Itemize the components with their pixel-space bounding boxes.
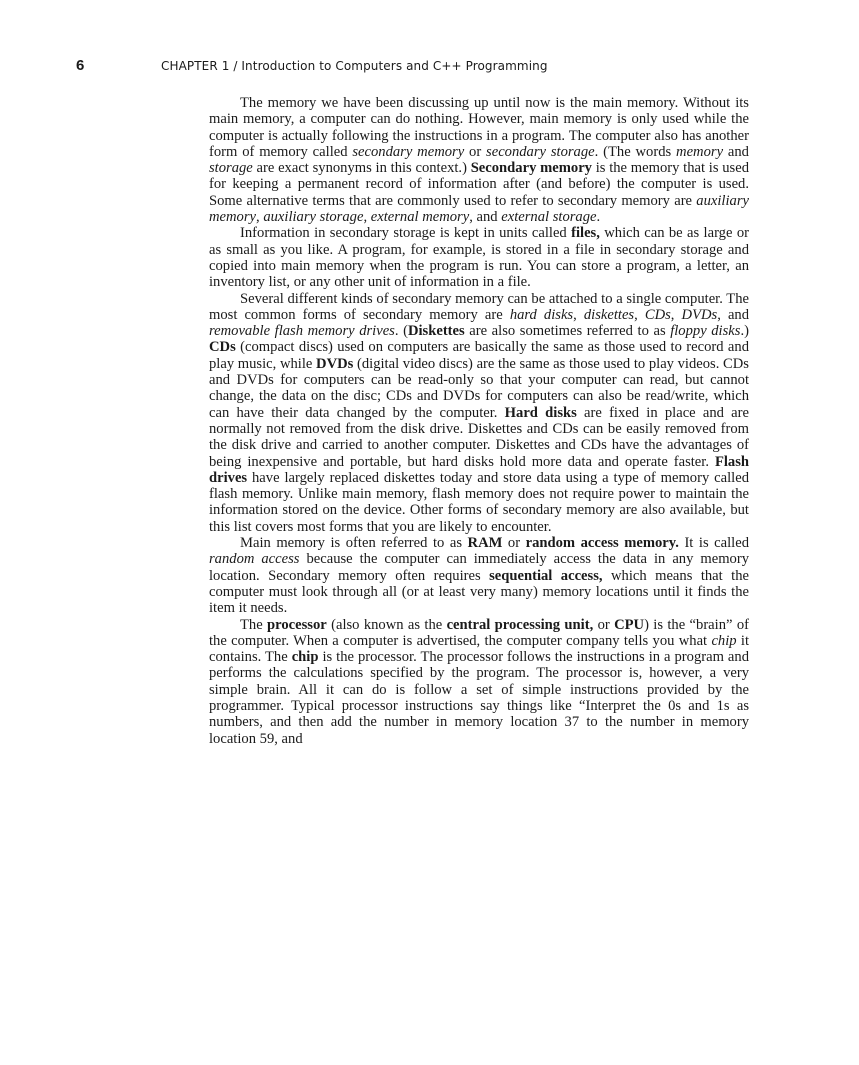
text-run: or (593, 616, 615, 633)
text-run: , (670, 306, 682, 323)
bold-term: CDs (209, 339, 236, 356)
bold-term: Diskettes (407, 323, 465, 340)
italic-term: secondary storage (486, 143, 595, 160)
text-run: , and (469, 209, 502, 226)
paragraph (209, 225, 749, 290)
italic-term: floppy disks (670, 323, 741, 340)
text-run: are also sometimes referred to as (464, 323, 671, 340)
bold-term: central processing unit, (446, 616, 594, 633)
bold-term: CPU (614, 616, 645, 633)
italic-term: external storage (501, 209, 597, 226)
text-run: Main memory is often referred to as (240, 535, 468, 552)
text-run: . (The words (594, 143, 677, 160)
text-run: which means that the computer must look through all (or at least very many) memory locations until it finds the item it needs. (209, 567, 749, 617)
body-text (209, 95, 749, 747)
text-run: , (573, 306, 584, 323)
italic-term: chip (711, 632, 737, 649)
page-number: 6 (76, 57, 85, 74)
text-run: , (634, 306, 645, 323)
bold-term: Hard disks (504, 404, 577, 421)
text-run: . ( (394, 323, 408, 340)
italic-term: auxiliary storage (263, 209, 364, 226)
bold-term: processor (267, 616, 327, 633)
text-run: .) (740, 323, 749, 340)
text-run: which can be as large or as small as you like. A program, for example, is stored in a file in secondary storage and copied into main memory when the program is run. You can store a program, a letter, an inventory list, or any other unit of information in a file. (209, 225, 749, 291)
text-run: . (596, 209, 601, 226)
text-run: is the processor. The processor follows the instructions in a program and performs the calculations specified by the program. The processor is, however, a very simple brain. All it can do is follow a set of simple instructions provided by the programmer. Typical processor instructions say things like “Interpret the 0s and 1s as numbers, and then add the number in memory location 37 to the number in memory location 59, and (209, 649, 749, 747)
bold-term: DVDs (316, 355, 354, 372)
text-run: (digital video discs) are the same as those used to play videos. CDs and DVDs for computers can be read-only so that your computer can read, but cannot change, the data on the disc; CDs and DVDs for computers can also be read/write, which can have their data changed by the computer. (209, 355, 749, 421)
text-run: , (256, 209, 264, 226)
text-run: have largely replaced diskettes today and store data using a type of memory called flash memory. Unlike main memory, flash memory does not require power to maintain the information stored on the device. Other forms of secondary memory are also available, but this list covers most forms that you are likely to encounter. (209, 469, 749, 535)
italic-term: storage (209, 160, 253, 177)
italic-term: external memory (370, 209, 470, 226)
text-run: are exact synonyms in this context.) (252, 160, 471, 177)
text-run: it contains. The (209, 632, 750, 666)
bold-term: files, (571, 225, 600, 242)
italic-term: removable flash memory drives (209, 323, 395, 340)
text-run: The memory we have been discussing up until now is the main memory. Without its main memory, a computer can do nothing. However, main memory is only used while the computer is actually following the instructions in a program. The computer also has another form of memory called (209, 95, 749, 160)
bold-term: random access memory. (525, 535, 679, 552)
text-run: ) is the “brain” of the computer. When a computer is advertised, the computer company tells you what (209, 616, 749, 649)
italic-term: memory (676, 143, 724, 160)
bold-term: RAM (467, 535, 503, 552)
paragraph (209, 535, 749, 616)
text-run: (compact discs) used on computers are basically the same as those used to record and play music, while (209, 339, 749, 372)
bold-term: Flash drives (209, 453, 749, 486)
bold-term: Secondary memory (470, 160, 592, 177)
italic-term: secondary memory (352, 143, 465, 160)
bold-term: sequential access, (489, 567, 603, 584)
text-run: because the computer can immediately access the data in any memory location. Secondary memory often requires (209, 551, 749, 584)
italic-term: DVDs (681, 306, 718, 323)
text-run: are fixed in place and are normally not removed from the disk drive. Diskettes and CDs can be easily removed from the disk drive and carried to another computer. Diskettes and CDs have the advantages of being inexpensive and portable, but hard disks hold more data and operate faster. (209, 404, 749, 470)
text-run: The (240, 616, 268, 633)
italic-term: hard disks (509, 306, 574, 323)
text-run: (also known as the (326, 616, 447, 633)
paragraph (209, 291, 749, 535)
text-run: is the memory that is used for keeping a permanent record of information after (and before) the computer is used. Some alternative terms that are commonly used to refer to secondary memory are (209, 160, 749, 209)
text-run: Several different kinds of secondary memory can be attached to a single computer. The most common forms of secondary memory are (209, 290, 749, 323)
running-head: CHAPTER 1 / Introduction to Computers and C++ Programming (161, 59, 548, 73)
text-run: or (502, 535, 526, 552)
italic-term: random access (209, 551, 300, 568)
text-run: , and (717, 306, 750, 323)
text-run: , (363, 209, 371, 226)
text-run: or (464, 143, 487, 160)
text-run: and (723, 143, 749, 160)
bold-term: chip (291, 649, 319, 666)
italic-term: CDs (644, 306, 671, 323)
text-run: It is called (678, 535, 749, 552)
paragraph (209, 95, 749, 225)
italic-term: diskettes (583, 306, 635, 323)
paragraph (209, 617, 749, 747)
text-run: Information in secondary storage is kept in units called (240, 225, 572, 242)
italic-term: auxiliary memory (209, 192, 749, 226)
